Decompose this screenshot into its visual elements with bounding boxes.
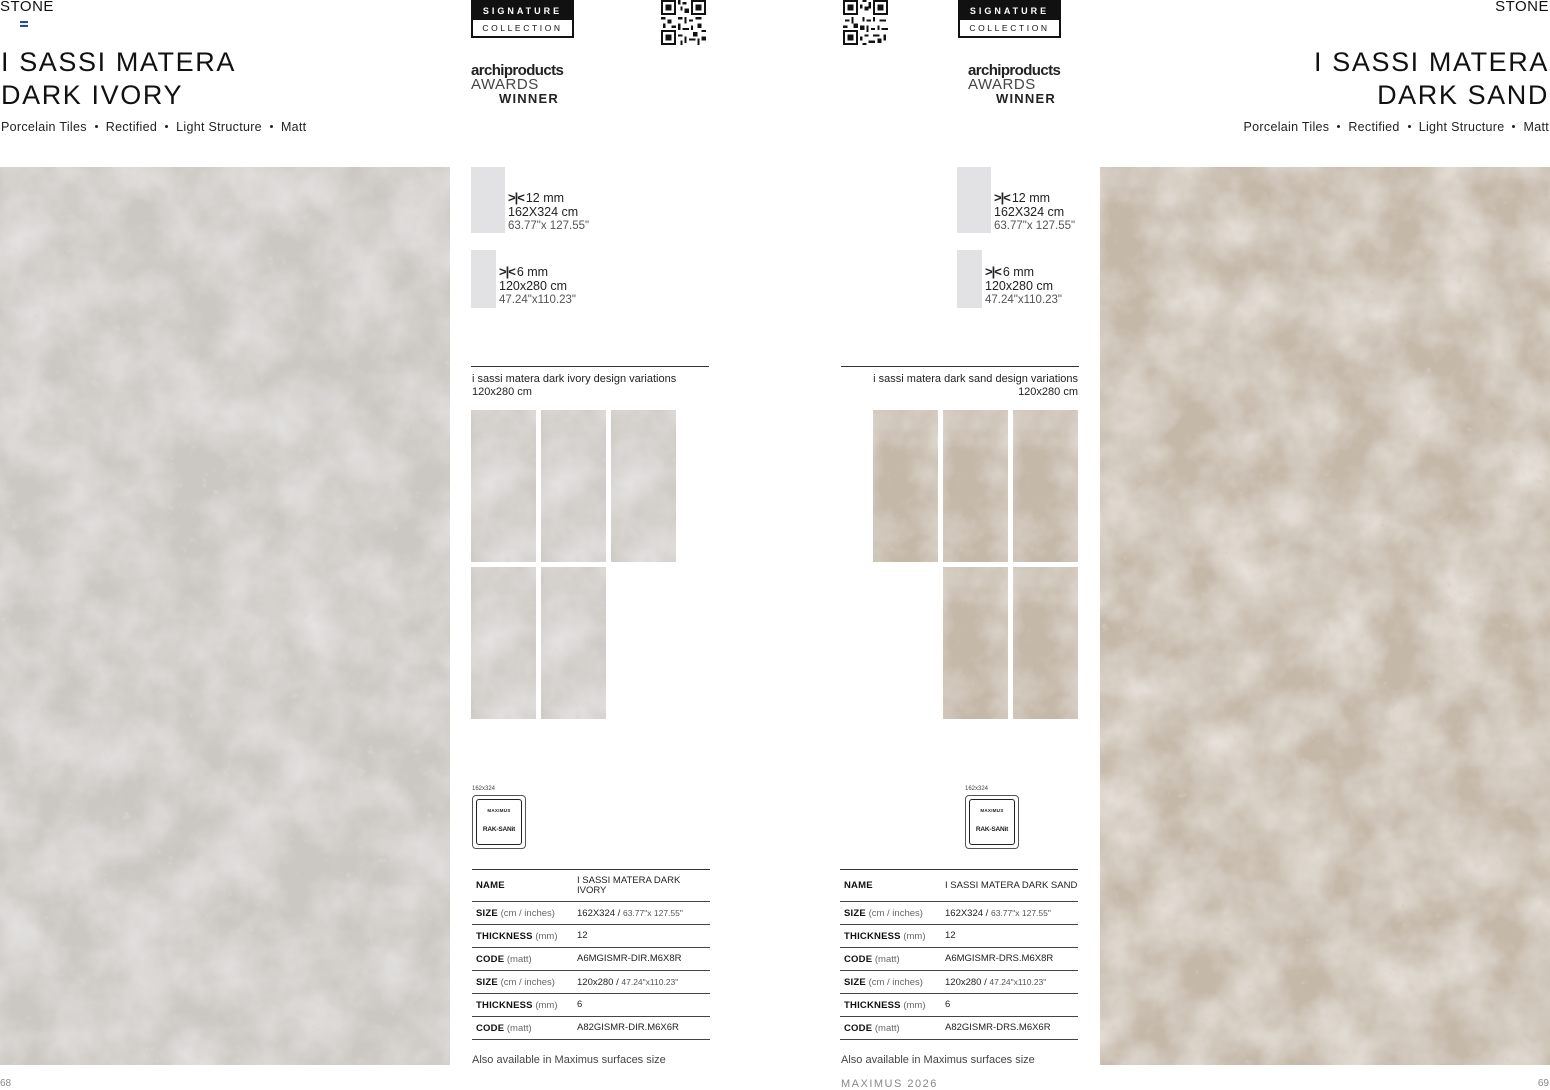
- thickness-icon: >|<: [499, 264, 515, 279]
- table-row: THICKNESS (mm) 6: [472, 994, 710, 1017]
- variation-tile[interactable]: [1013, 567, 1078, 719]
- variations-caption-left: i sassi matera dark ivory design variations 120x280 cm: [472, 373, 677, 398]
- feature-item: Porcelain Tiles: [1, 120, 87, 134]
- feature-list-right: [1244, 120, 1549, 134]
- bullet-icon: [1337, 125, 1340, 128]
- variation-tile[interactable]: [541, 410, 606, 562]
- format-thumbnail-6mm: [957, 250, 982, 308]
- tile-swatch-dark-ivory: [0, 167, 450, 1065]
- signature-collection-logo: SIGNATURE COLLECTION: [471, 0, 574, 38]
- bullet-icon: [95, 125, 98, 128]
- format-thumbnail-6mm: [471, 250, 496, 308]
- product-title-left: [1, 46, 236, 112]
- variation-tile[interactable]: [943, 410, 1008, 562]
- table-row: SIZE (cm / inches) 162X324 / 63.77"x 127.55": [472, 902, 710, 925]
- variation-tile[interactable]: [943, 567, 1008, 719]
- feature-list-left: [1, 120, 306, 134]
- signature-collection-logo: SIGNATURE COLLECTION: [958, 0, 1061, 38]
- also-available-note-left: Also available in Maximus surfaces size: [472, 1054, 666, 1066]
- table-row: THICKNESS (mm) 12: [840, 925, 1078, 948]
- feature-item: Light Structure: [1418, 120, 1505, 134]
- bullet-icon: [270, 125, 273, 128]
- table-row: CODE (matt) A82GISMR-DIR.M6X6R: [472, 1017, 710, 1040]
- title-line-2: DARK IVORY: [1, 80, 184, 110]
- format-thumbnail-12mm: [471, 167, 505, 233]
- cert-size-label: 162x324: [965, 786, 989, 792]
- divider: [471, 366, 709, 367]
- title-line-2: DARK SAND: [1377, 80, 1549, 110]
- variation-tile[interactable]: [873, 410, 938, 562]
- footer-brand: MAXIMUS 2026: [841, 1078, 938, 1090]
- format-6mm: >|< 6 mm 120x280 cm 47.24"x110.23": [499, 264, 577, 306]
- rak-sanit-badge: MAXIMUS RAK-SANit: [965, 795, 1019, 849]
- page-number-right: 69: [1537, 1078, 1549, 1089]
- table-row: SIZE (cm / inches) 162X324 / 63.77"x 127.55": [840, 902, 1078, 925]
- feature-item: Matt: [280, 120, 307, 134]
- table-row: NAME I SASSI MATERA DARK SAND: [840, 870, 1078, 902]
- table-row: SIZE (cm / inches) 120x280 / 47.24"x110.23": [840, 971, 1078, 994]
- title-line-1: I SASSI MATERA: [1, 47, 236, 77]
- variation-tile[interactable]: [541, 567, 606, 719]
- also-available-note-right: Also available in Maximus surfaces size: [841, 1054, 1035, 1066]
- title-line-1: I SASSI MATERA: [1314, 47, 1549, 77]
- table-row: THICKNESS (mm) 12: [472, 925, 710, 948]
- format-6mm: >|< 6 mm 120x280 cm 47.24"x110.23": [985, 264, 1063, 306]
- page-number-left: 68: [0, 1078, 12, 1089]
- cert-size-label: 162x324: [472, 786, 496, 792]
- feature-item: Rectified: [105, 120, 158, 134]
- feature-item: Light Structure: [176, 120, 262, 134]
- feature-item: Rectified: [1348, 120, 1400, 134]
- qr-code-icon[interactable]: [843, 0, 888, 45]
- format-12mm: >|< 12 mm 162X324 cm 63.77"x 127.55": [508, 190, 590, 232]
- variations-caption-right: i sassi matera dark sand design variations 120x280 cm: [873, 373, 1078, 398]
- variation-tile[interactable]: [1013, 410, 1078, 562]
- format-12mm: >|< 12 mm 162X324 cm 63.77"x 127.55": [994, 190, 1076, 232]
- qr-code-icon[interactable]: [661, 0, 706, 45]
- table-row: SIZE (cm / inches) 120x280 / 47.24"x110.23": [472, 971, 710, 994]
- table-row: NAME I SASSI MATERA DARK IVORY: [472, 870, 710, 902]
- archiproducts-award-logo: archiproducts AWARDS WINNER: [968, 62, 1061, 106]
- table-row: CODE (matt) A6MGISMR-DRS.M6X8R: [840, 948, 1078, 971]
- bullet-icon: [1408, 125, 1411, 128]
- spec-table-right: [840, 869, 1078, 1040]
- thickness-icon: >|<: [994, 190, 1010, 205]
- variation-tile[interactable]: [471, 567, 536, 719]
- table-row: THICKNESS (mm) 6: [840, 994, 1078, 1017]
- rak-sanit-badge: MAXIMUS RAK-SANit: [472, 795, 526, 849]
- table-row: CODE (matt) A82GISMR-DRS.M6X6R: [840, 1017, 1078, 1040]
- variation-tile[interactable]: [471, 410, 536, 562]
- feature-item: Matt: [1523, 120, 1549, 134]
- feature-item: Porcelain Tiles: [1243, 120, 1330, 134]
- thickness-icon: >|<: [985, 264, 1001, 279]
- divider: [841, 366, 1079, 367]
- product-title-right: [1314, 46, 1549, 112]
- section-label-right: STONE: [1495, 0, 1549, 15]
- flag-icon: [20, 21, 28, 27]
- format-thumbnail-12mm: [957, 167, 991, 233]
- thickness-icon: >|<: [508, 190, 524, 205]
- section-label-left: STONE: [0, 0, 54, 15]
- tile-swatch-dark-sand: [1100, 167, 1550, 1065]
- table-row: CODE (matt) A6MGISMR-DIR.M6X8R: [472, 948, 710, 971]
- spec-table-left: [472, 869, 710, 1040]
- bullet-icon: [165, 125, 168, 128]
- archiproducts-award-logo: archiproducts AWARDS WINNER: [471, 62, 564, 106]
- bullet-icon: [1512, 125, 1515, 128]
- variation-tile[interactable]: [611, 410, 676, 562]
